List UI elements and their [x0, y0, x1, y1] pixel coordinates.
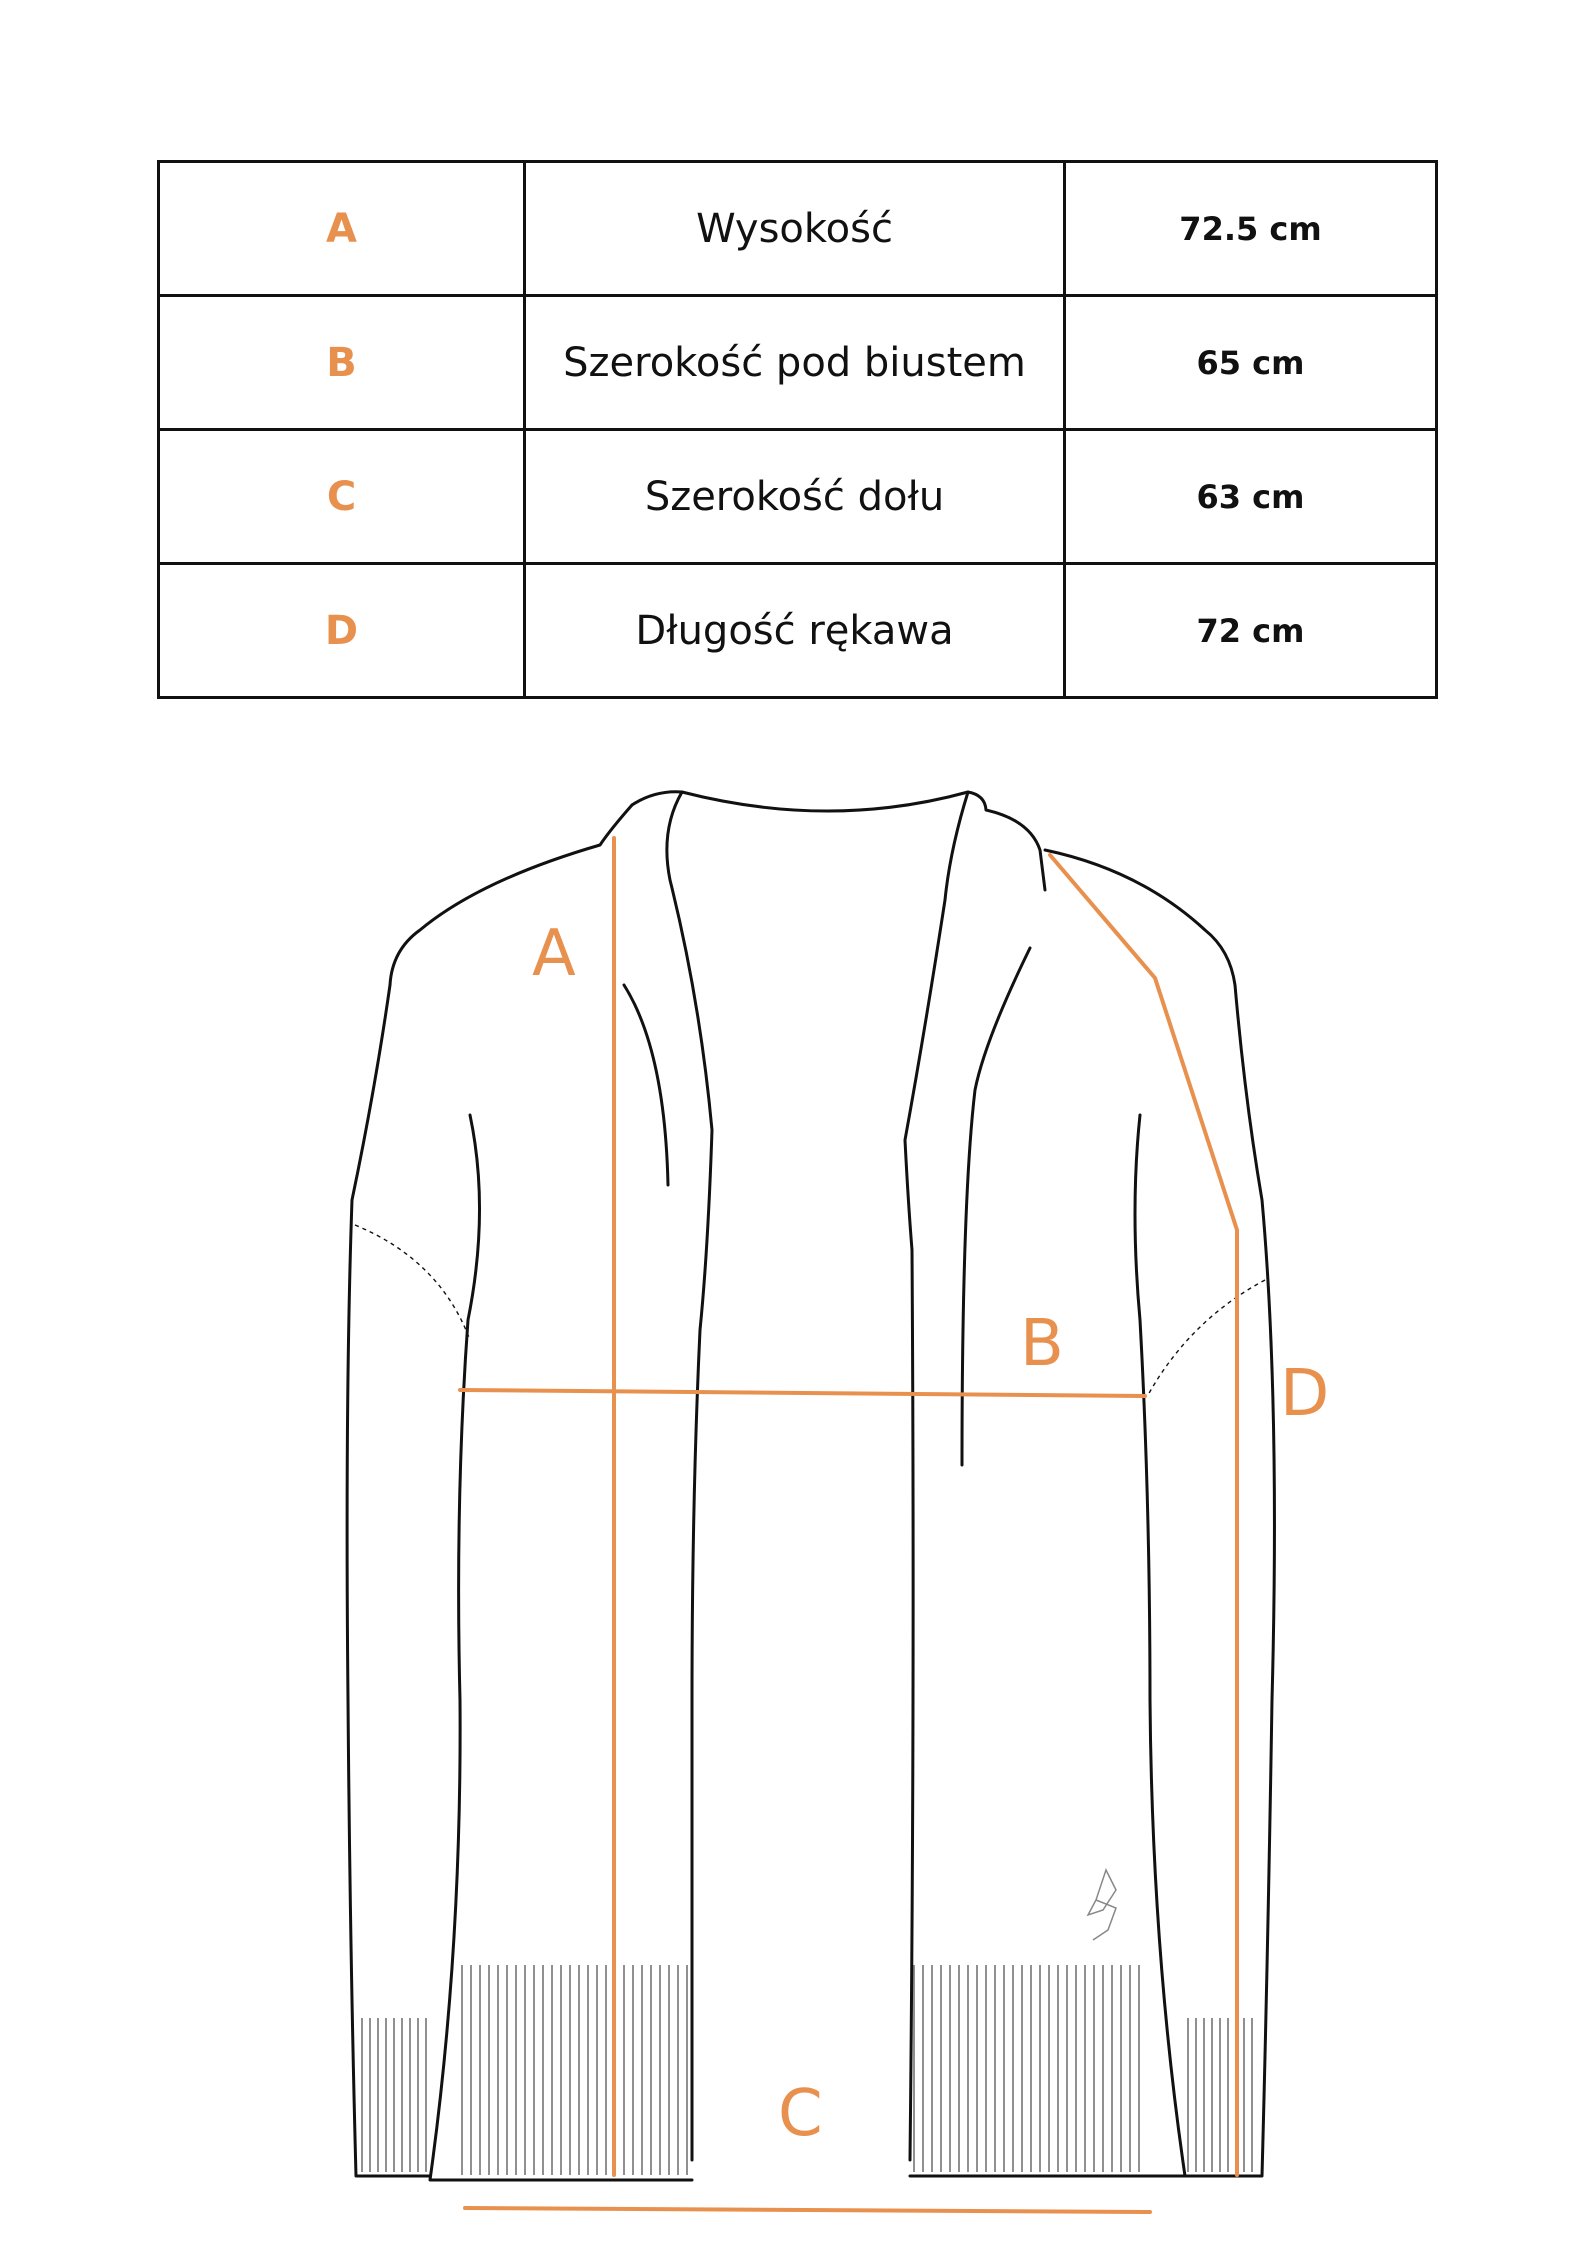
measure-label-c: C — [778, 2077, 823, 2151]
measure-letter: B — [159, 296, 525, 430]
measure-line-b — [460, 1390, 1145, 1396]
ribbed-cuff-left — [362, 2018, 426, 2172]
measure-value: 65 cm — [1065, 296, 1437, 430]
measure-letter: D — [159, 564, 525, 698]
measure-line-c — [465, 2208, 1150, 2212]
measure-name: Długość rękawa — [525, 564, 1065, 698]
brand-logo-icon — [1088, 1870, 1116, 1940]
cardigan-outline — [347, 792, 1274, 2180]
ribbed-hem-left — [462, 1965, 687, 2175]
measure-line-d — [1050, 855, 1237, 2175]
measure-name: Wysokość — [525, 162, 1065, 296]
measure-label-a: A — [532, 917, 576, 991]
measure-value: 72 cm — [1065, 564, 1437, 698]
measure-value: 63 cm — [1065, 430, 1437, 564]
measure-label-b: B — [1020, 1307, 1064, 1381]
measure-name: Szerokość dołu — [525, 430, 1065, 564]
measure-label-d: D — [1280, 1357, 1330, 1431]
measure-name: Szerokość pod biustem — [525, 296, 1065, 430]
ribbed-cuff-right — [1188, 2018, 1252, 2172]
measure-letter: A — [159, 162, 525, 296]
measure-letter: C — [159, 430, 525, 564]
measure-value: 72.5 cm — [1065, 162, 1437, 296]
ribbed-hem-right — [914, 1965, 1139, 2172]
